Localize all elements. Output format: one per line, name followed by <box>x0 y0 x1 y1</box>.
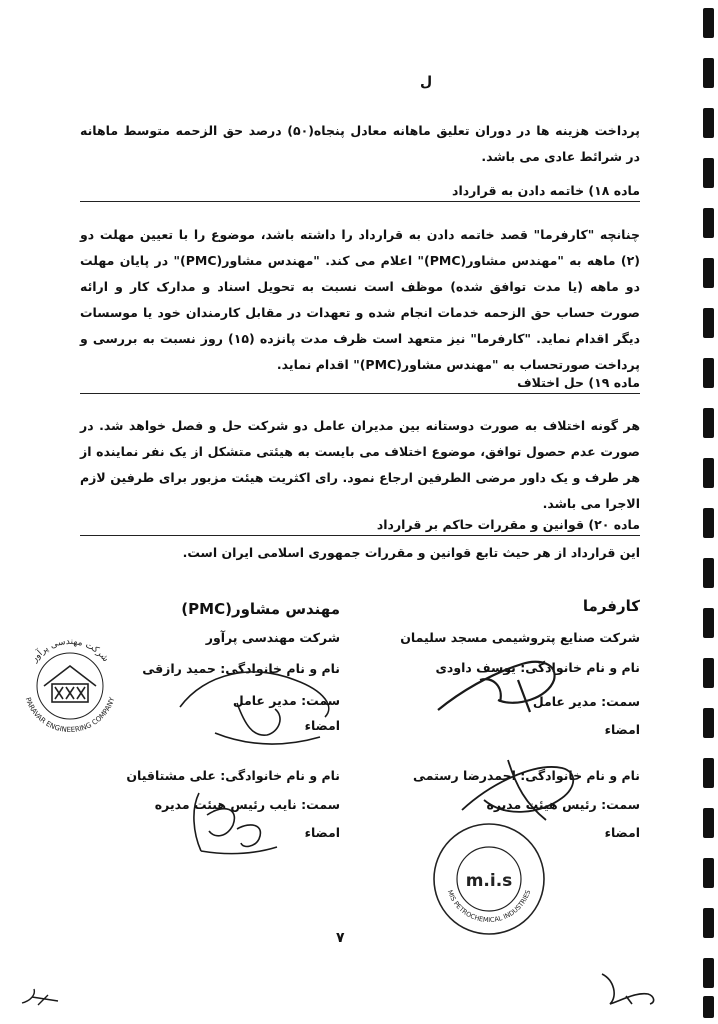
signature-razeghi <box>175 655 345 755</box>
footer-initial-right <box>596 968 666 1012</box>
employer-company: شرکت صنایع پتروشیمی مسجد سلیمان <box>400 630 640 645</box>
employer-position-1: سمت: مدیر عامل <box>532 694 640 709</box>
consultant-name-2: نام و نام خانوادگی: علی مشتاقیان <box>126 768 340 783</box>
employer-position-2: سمت: رئیس هیئت مدیره <box>486 797 640 812</box>
seal-bottom-text: PARAVAR ENGINEERING COMPANY <box>23 696 117 735</box>
consultant-name-1: نام و نام خانوادگی: حمید رازقی <box>142 661 340 676</box>
consultant-sign-2: امضاء <box>304 825 340 840</box>
paravar-seal <box>14 630 126 742</box>
signature-moshtaghian <box>185 785 285 865</box>
article-18-heading <box>80 183 640 202</box>
consultant-sign-1: امضاء <box>304 718 340 733</box>
paravar-logo-icon <box>44 666 96 702</box>
top-mark: ل <box>420 74 433 90</box>
article-18-text: چنانچه "کارفرما" قصد خاتمه دادن به قرارداد را داشته باشد، موضوع را با تعیین مهلت دو (۲) ماهه به "مهندس مشاور(PMC)" اعلام می کند. "مهندس مشاور(PMC)" در پایان مهلت دو ماهه (یا مدت توافق شده) موظف است نسبت به تحویل اسناد و مدارک کار و ارائه صورت حساب حق الزحمه خدمات انجام شده و تعهدات در مقابل کارمندان خود یا موسسات دیگر اقدام نماید. "کارفرما" نیز متعهد است ظرف مدت پانزده (۱۵) روز نسبت به بررسی و پرداخت صورتحساب به "مهندس مشاور(PMC)" اقدام نماید. <box>80 227 640 372</box>
employer-name-1: نام و نام خانوادگی: یوسف داودی <box>435 660 640 675</box>
consultant-position-2: سمت: نایب رئیس هیئت مدیره <box>154 797 340 812</box>
mis-seal <box>430 820 548 938</box>
employer-sign-2: امضاء <box>604 825 640 840</box>
article-19-title: ماده ۱۹) حل اختلاف <box>517 375 640 390</box>
signature-davoudi <box>430 650 570 730</box>
consultant-position-1: سمت: مدیر عامل <box>232 693 340 708</box>
seal-top-text: شرکت مهندسی پرآور <box>29 636 111 665</box>
footer-initial-left <box>18 985 62 1011</box>
article-20-text: این قرارداد از هر حیث تابع قوانین و مقررات جمهوری اسلامی ایران است. <box>182 545 640 560</box>
intro-paragraph: پرداخت هزینه ها در دوران تعلیق ماهانه معادل پنجاه(۵۰) درصد حق الزحمه متوسط ماهانه در شرائط عادی می باشد. <box>80 123 640 164</box>
consultant-company: شرکت مهندسی پرآور <box>205 630 340 645</box>
binding-strip <box>700 0 714 1024</box>
employer-sign-1: امضاء <box>604 722 640 737</box>
mis-seal-bottom: MIS PETROCHEMICAL INDUSTRIES <box>445 888 533 925</box>
article-19-text: هر گونه اختلاف به صورت دوستانه بین مدیران عامل دو شرکت حل و فصل خواهد شد. در صورت عدم حصول توافق، موضوع اختلاف می بایست به هیئتی متشکل از یک نفر نماینده از هر طرف و یک داور مرضی الطرفین ارجاع نمود. رای اکثریت هیئت مزبور برای طرفین لازم الاجرا می باشد. <box>80 418 640 511</box>
article-18-title: ماده ۱۸) خاتمه دادن به قرارداد <box>452 183 640 198</box>
employer-name-2: نام و نام خانوادگی: احمدرضا رستمی <box>413 768 640 783</box>
signature-rostami <box>450 740 590 830</box>
page-number: ۷ <box>336 930 345 946</box>
article-20-heading <box>80 517 640 536</box>
consultant-title: مهندس مشاور(PMC) <box>181 600 340 618</box>
mis-seal-center: m.i.s <box>465 871 513 891</box>
article-19-heading <box>80 375 640 394</box>
employer-title: کارفرما <box>582 597 640 615</box>
article-20-title: ماده ۲۰) قوانین و مقررات حاکم بر قرارداد <box>376 517 640 532</box>
